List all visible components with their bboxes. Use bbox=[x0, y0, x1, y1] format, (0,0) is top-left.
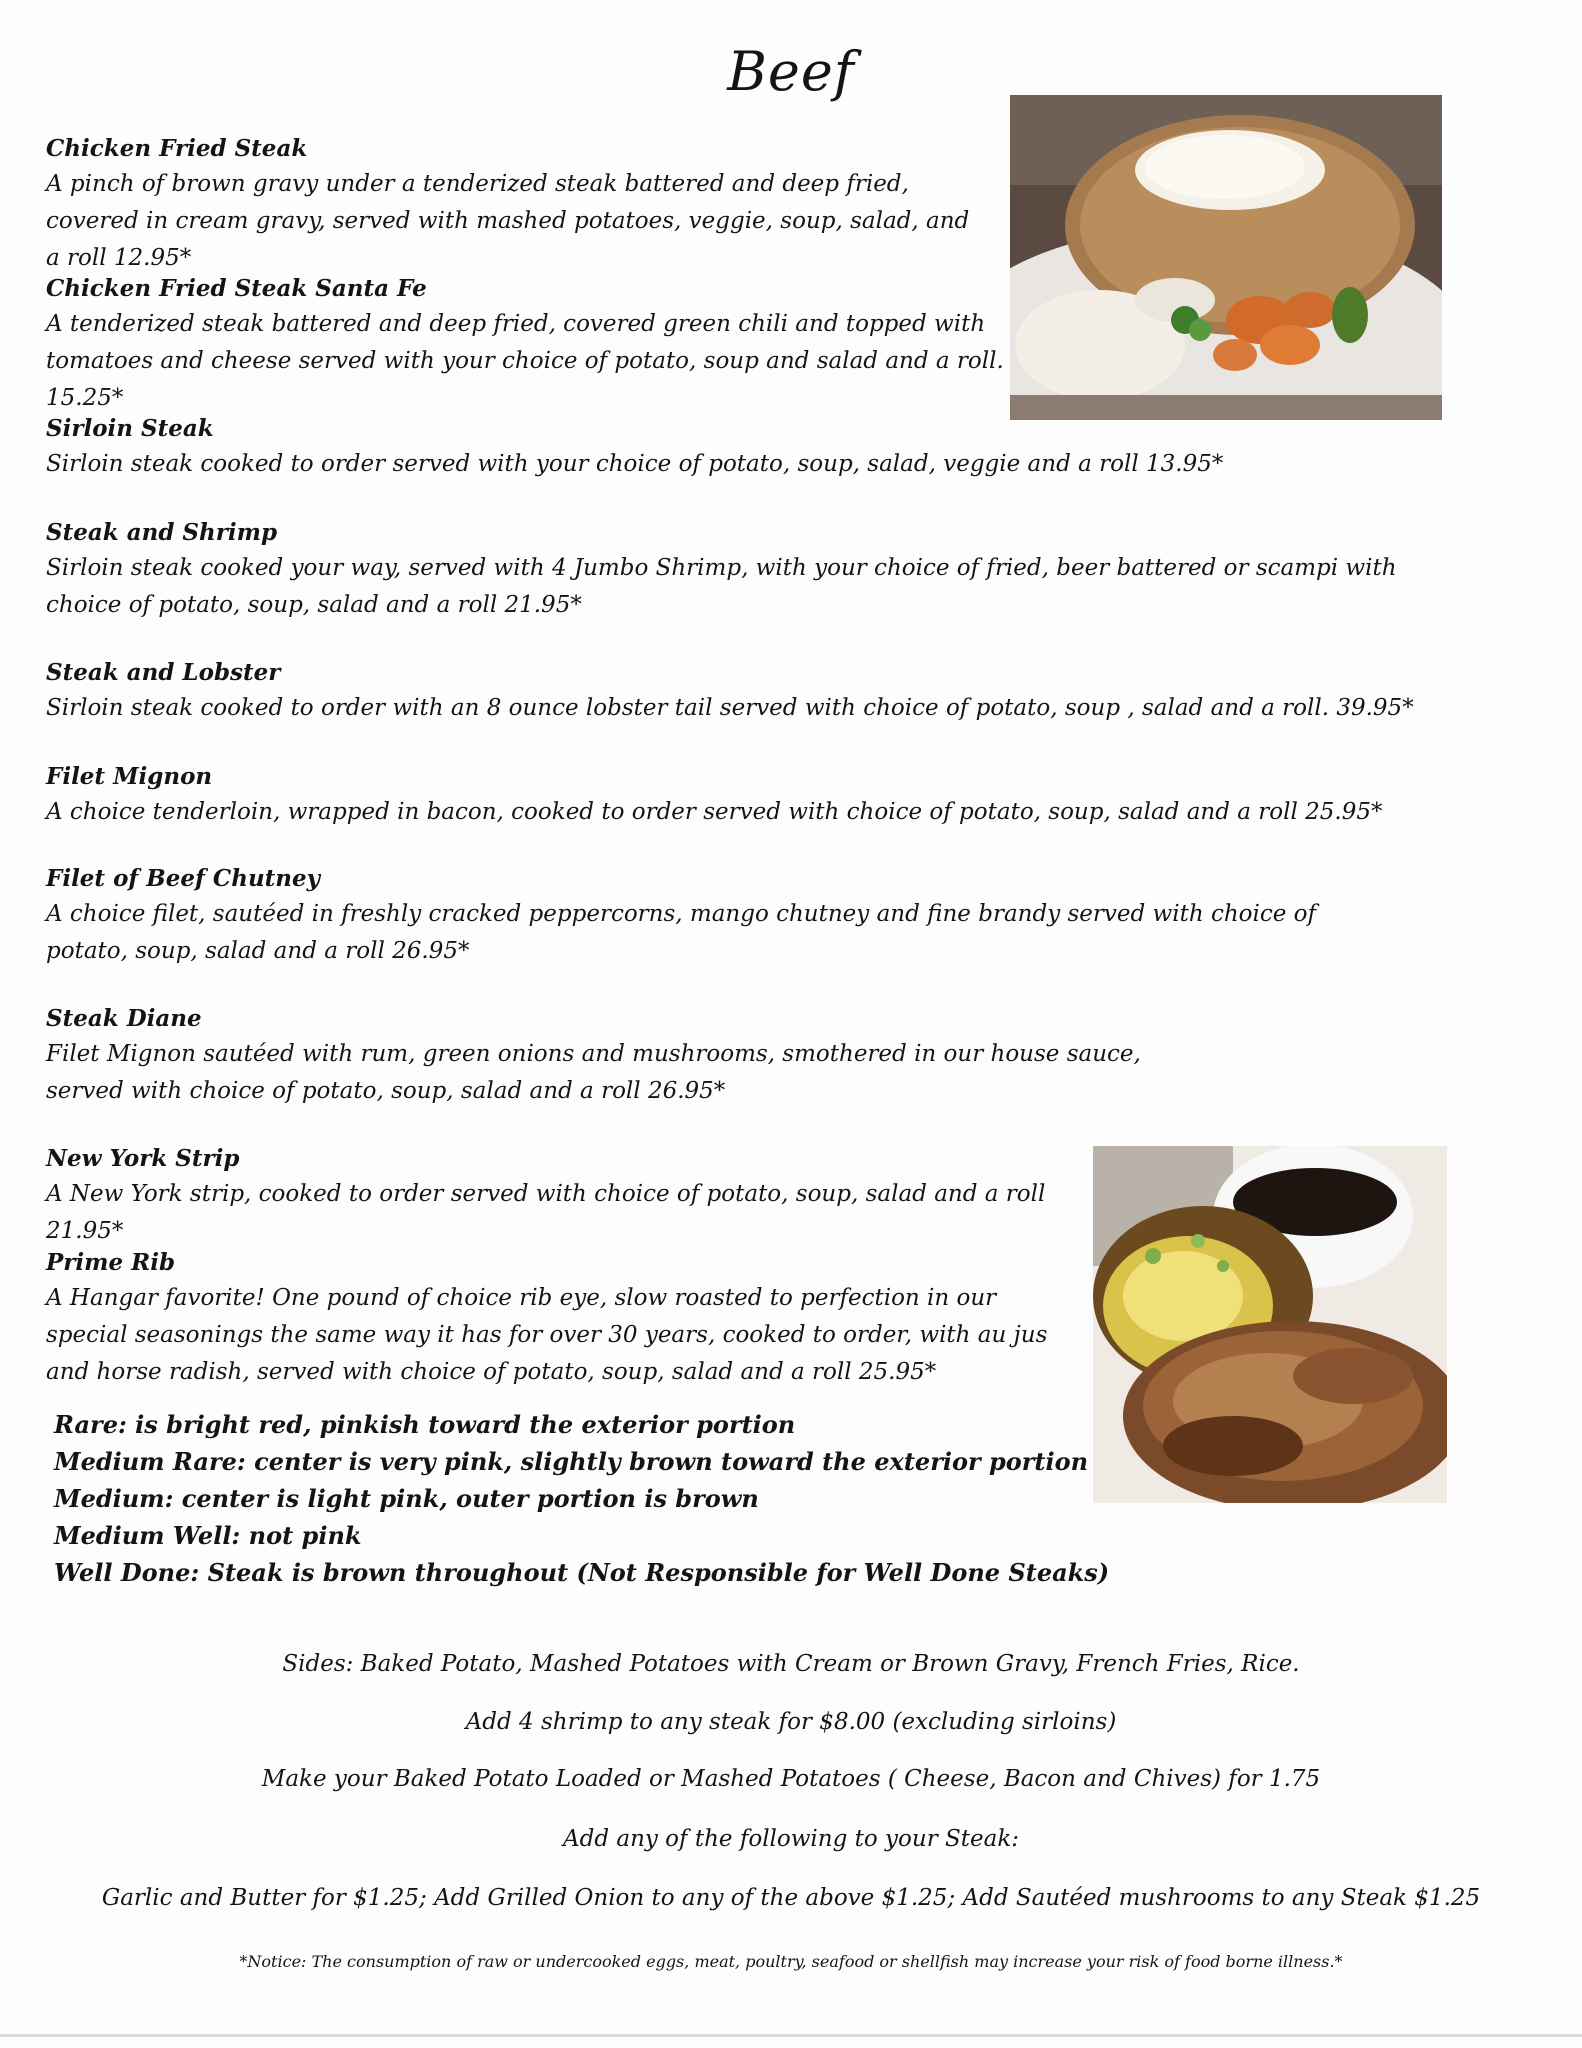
menu-item-steak-and-shrimp bbox=[46, 516, 1466, 624]
prime-rib-photo bbox=[1093, 1146, 1447, 1503]
loaded-potato-line: Make your Baked Potato Loaded or Mashed Potatoes ( Cheese, Bacon and Chives) for 1.75 bbox=[261, 1766, 1321, 1792]
menu-item-prime-rib bbox=[46, 1246, 1076, 1391]
item-description: A Hangar favorite! One pound of choice rib eye, slow roasted to perfection in our special seasonings the same way it has for over 30 years, cooked to order, with au jus and horse radish, served with choice of potato, soup, salad and a roll 25.95* bbox=[46, 1285, 1048, 1385]
item-name: Steak Diane bbox=[46, 1005, 202, 1032]
addons-line: Garlic and Butter for $1.25; Add Grilled Onion to any of the above $1.25; Add Sautéed mushrooms to any Steak $1.25 bbox=[101, 1885, 1481, 1911]
menu-item-chicken-fried-steak bbox=[46, 132, 976, 277]
item-name: Prime Rib bbox=[46, 1249, 176, 1276]
item-description: A tenderized steak battered and deep fried, covered green chili and topped with tomatoes and cheese served with your choice of potato, soup and salad and a roll. 15.25* bbox=[46, 311, 1004, 411]
menu-item-new-york-strip bbox=[46, 1142, 1086, 1250]
item-name: Steak and Lobster bbox=[46, 659, 281, 686]
item-description: A pinch of brown gravy under a tenderized steak battered and deep fried, covered in cream gravy, served with mashed potatoes, veggie, soup, salad, and a roll 12.95* bbox=[46, 171, 970, 271]
item-description: Sirloin steak cooked your way, served with 4 Jumbo Shrimp, with your choice of fried, beer battered or scampi with choice of potato, soup, salad and a roll 21.95* bbox=[46, 555, 1397, 618]
menu-item-sirloin-steak bbox=[46, 412, 1246, 483]
page-title: Beef bbox=[727, 40, 855, 103]
bottom-divider bbox=[0, 2034, 1582, 2037]
item-description: Sirloin steak cooked to order served with your choice of potato, soup, salad, veggie and a roll 13.95* bbox=[46, 451, 1224, 477]
food-safety-notice: *Notice: The consumption of raw or undercooked eggs, meat, poultry, seafood or shellfish may increase your risk of food borne illness.* bbox=[239, 1952, 1343, 1971]
doneness-rare: Rare: is bright red, pinkish toward the exterior portion bbox=[54, 1410, 796, 1439]
item-name: Chicken Fried Steak Santa Fe bbox=[46, 275, 427, 302]
item-name: New York Strip bbox=[46, 1145, 240, 1172]
doneness-medium-rare: Medium Rare: center is very pink, slightly brown toward the exterior portion bbox=[54, 1447, 1089, 1476]
item-description: Filet Mignon sautéed with rum, green onions and mushrooms, smothered in our house sauce, served with choice of potato, soup, salad and a roll 26.95* bbox=[46, 1041, 1141, 1104]
menu-item-filet-mignon bbox=[46, 760, 1466, 831]
item-description: A choice tenderloin, wrapped in bacon, cooked to order served with choice of potato, soup, salad and a roll 25.95* bbox=[46, 799, 1383, 825]
chicken-fried-steak-photo bbox=[1010, 95, 1442, 420]
item-description: Sirloin steak cooked to order with an 8 ounce lobster tail served with choice of potato, soup , salad and a roll. 39.95* bbox=[46, 695, 1414, 721]
item-description: A New York strip, cooked to order served with choice of potato, soup, salad and a roll 21.95* bbox=[46, 1181, 1046, 1244]
doneness-medium-well: Medium Well: not pink bbox=[54, 1521, 362, 1550]
item-name: Filet of Beef Chutney bbox=[46, 865, 321, 892]
item-name: Filet Mignon bbox=[46, 763, 213, 790]
item-description: A choice filet, sautéed in freshly cracked peppercorns, mango chutney and fine brandy served with choice of potato, soup, salad and a roll 26.95* bbox=[46, 901, 1317, 964]
shrimp-addon-line: Add 4 shrimp to any steak for $8.00 (excluding sirloins) bbox=[465, 1709, 1117, 1735]
menu-item-steak-diane bbox=[46, 1002, 1186, 1110]
doneness-guide bbox=[54, 1406, 1109, 1591]
menu-item-filet-of-beef-chutney bbox=[46, 862, 1366, 970]
item-name: Steak and Shrimp bbox=[46, 519, 278, 546]
doneness-medium: Medium: center is light pink, outer portion is brown bbox=[54, 1484, 759, 1513]
doneness-well-done: Well Done: Steak is brown throughout (Not Responsible for Well Done Steaks) bbox=[54, 1558, 1110, 1587]
addons-heading: Add any of the following to your Steak: bbox=[562, 1826, 1020, 1852]
item-name: Sirloin Steak bbox=[46, 415, 214, 442]
menu-item-chicken-fried-steak-santa-fe bbox=[46, 272, 1006, 417]
sides-line: Sides: Baked Potato, Mashed Potatoes with Cream or Brown Gravy, French Fries, Rice. bbox=[282, 1651, 1300, 1677]
menu-item-steak-and-lobster bbox=[46, 656, 1466, 727]
item-name: Chicken Fried Steak bbox=[46, 135, 308, 162]
